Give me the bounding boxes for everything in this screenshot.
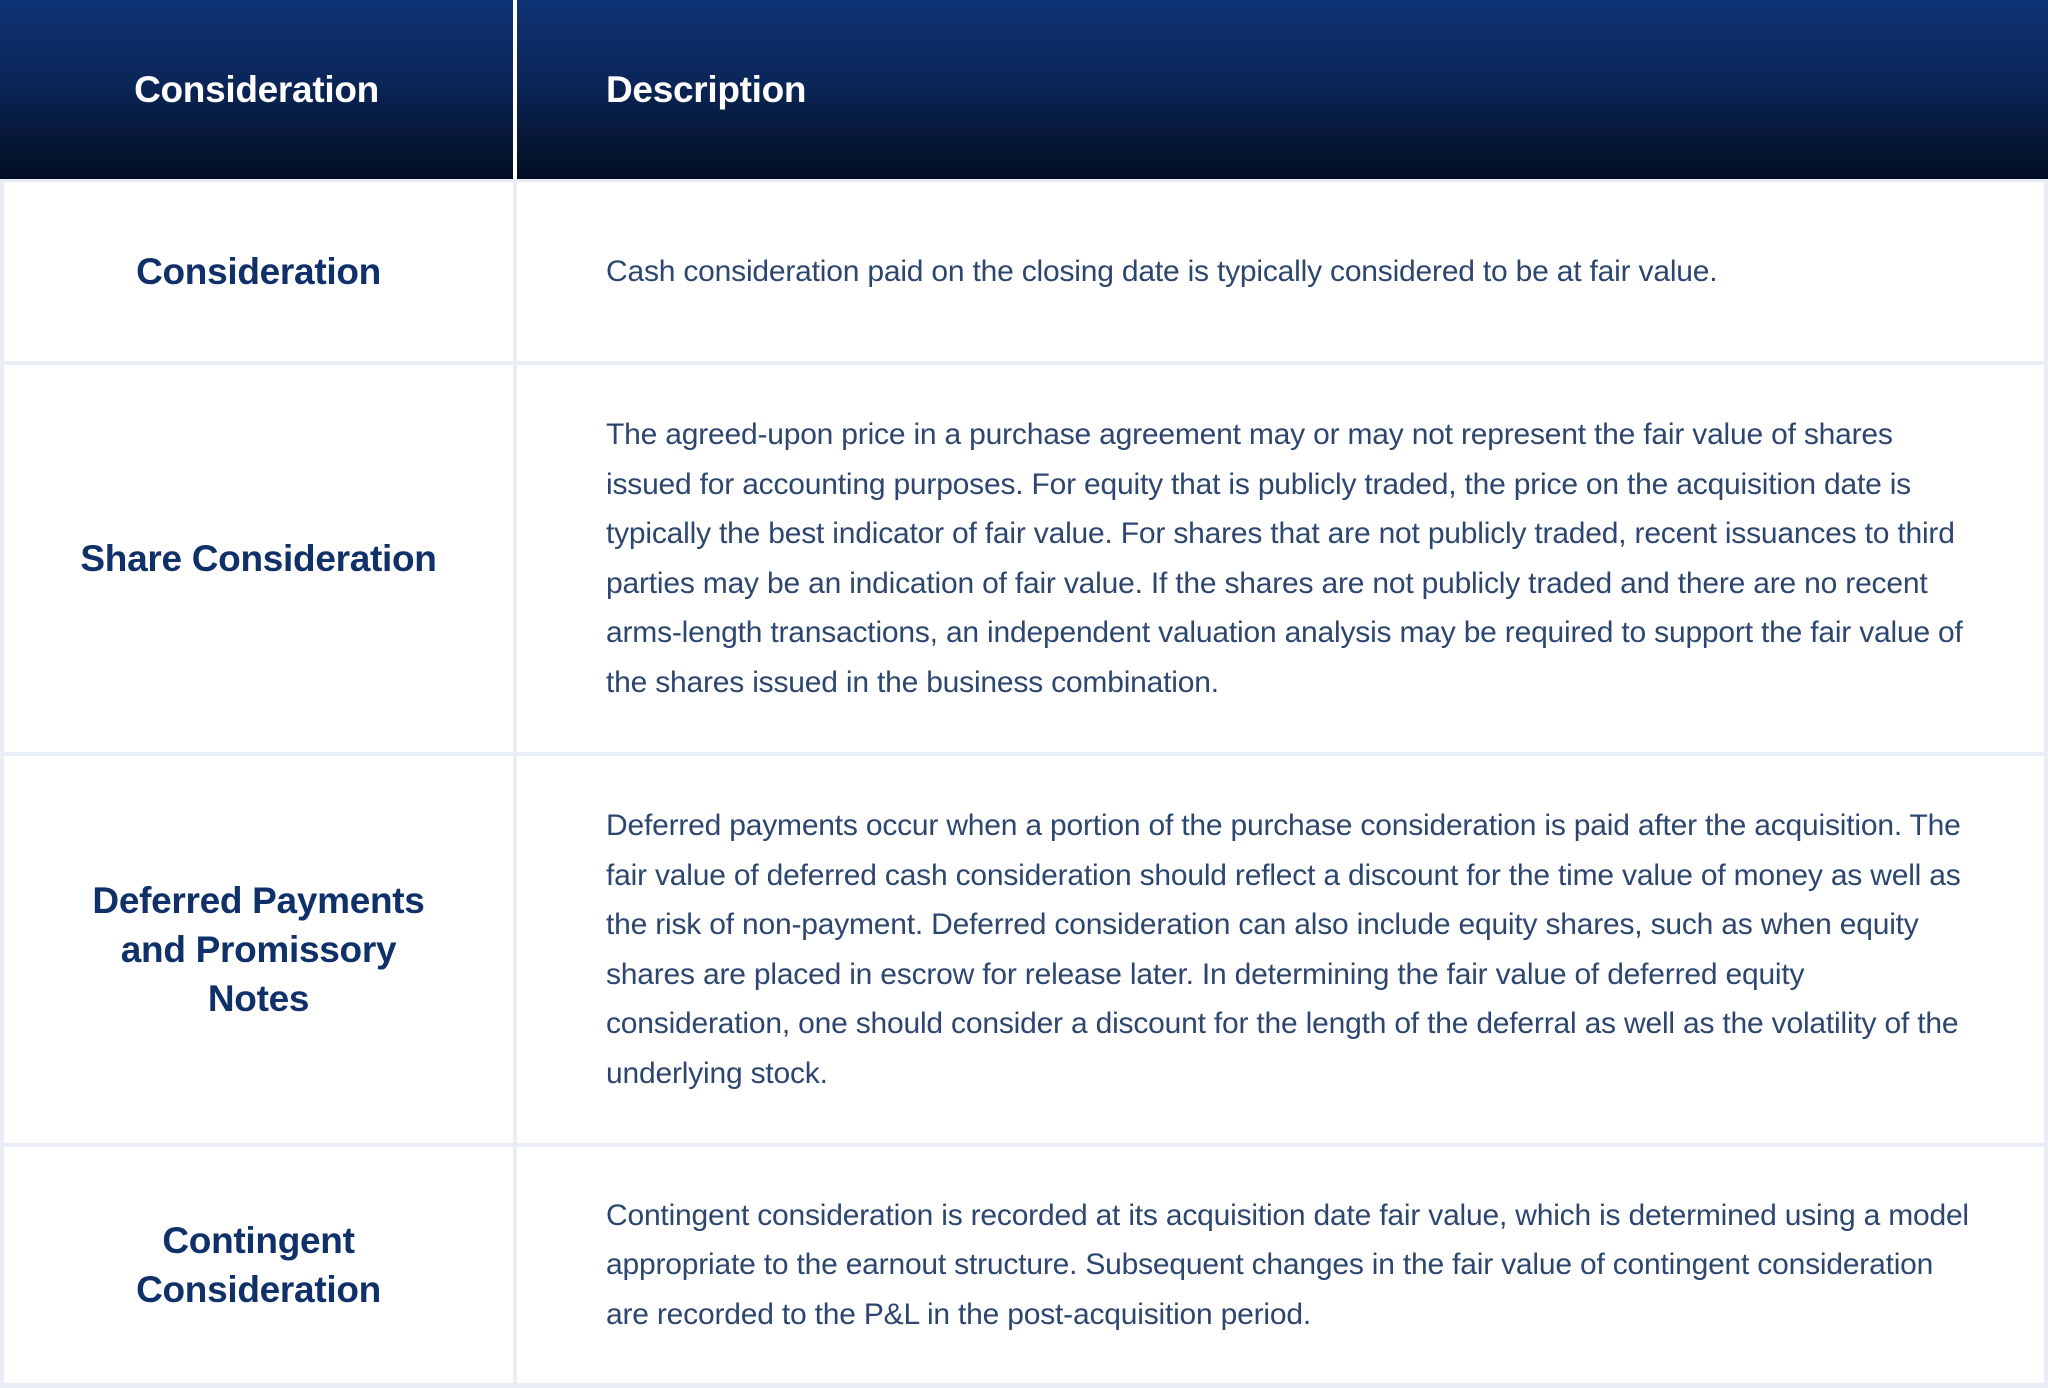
row-description: Cash consideration paid on the closing date is typically considered to be at fair value. <box>606 254 1718 288</box>
table-row <box>4 182 2044 361</box>
row-label: Deferred Payments and Promissory Notes <box>92 880 425 1019</box>
row-description-cell <box>517 756 2044 1143</box>
table-row <box>4 756 2044 1143</box>
row-label-cell <box>4 1147 513 1383</box>
table-row <box>4 365 2044 752</box>
row-label-cell <box>4 182 513 361</box>
row-description-cell <box>517 1147 2044 1383</box>
table-row <box>4 1147 2044 1383</box>
row-label: Share Consideration <box>80 538 437 579</box>
header-label-description: Description <box>606 68 807 110</box>
header-label-consideration: Consideration <box>134 68 379 110</box>
row-description: Deferred payments occur when a portion of the purchase consideration is paid after the acquisition. The fair value of deferred cash consideration should reflect a discount for the time value of money as well as the risk of non-payment. Deferred consideration can also include equity shares, such as when equity shares are placed in escrow for release later. In determining the fair value of deferred equity consideration, one should consider a discount for the length of the deferral as well as the volatility of the underlying stock. <box>606 809 1961 1090</box>
row-label-cell <box>4 365 513 752</box>
row-description: Contingent consideration is recorded at its acquisition date fair value, which is determined using a model appropriate to the earnout structure. Subsequent changes in the fair value of contingent consideration are recorded to the P&L in the post-acquisition period. <box>606 1198 1969 1331</box>
row-label: Contingent Consideration <box>136 1220 381 1310</box>
table-header <box>0 0 2048 179</box>
row-description-cell <box>517 182 2044 361</box>
row-description-cell <box>517 365 2044 752</box>
header-cell-consideration <box>0 0 513 179</box>
row-label-cell <box>4 756 513 1143</box>
row-label: Consideration <box>136 251 381 292</box>
header-cell-description <box>517 0 2048 179</box>
row-description: The agreed-upon price in a purchase agreement may or may not represent the fair value of shares issued for accounting purposes. For equity that is publicly traded, the price on the acquisition date is typically the best indicator of fair value. For shares that are not publicly traded, recent issuances to third parties may be an indication of fair value. If the shares are not publicly traded and there are no recent arms-length transactions, an independent valuation analysis may be required to support the fair value of the shares issued in the business combination. <box>606 418 1963 699</box>
